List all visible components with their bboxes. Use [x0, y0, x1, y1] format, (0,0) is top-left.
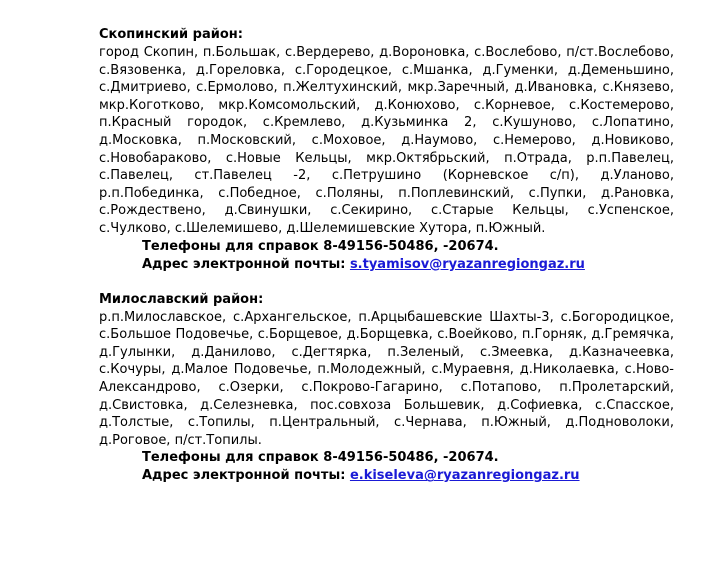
phone-line: Телефоны для справок 8-49156-50486, -20674. [142, 238, 499, 254]
email-line [99, 256, 674, 274]
email-link[interactable]: e.kiseleva@ryazanregiongaz.ru [349, 468, 580, 484]
email-line [99, 467, 674, 485]
email-link[interactable]: s.tyamisov@ryazanregiongaz.ru [349, 256, 585, 272]
district-section-skopinsky [99, 26, 674, 274]
document-page [99, 26, 674, 485]
district-title: Скопинский район: [99, 27, 243, 42]
email-label: Адрес электронной почты: [142, 256, 350, 272]
phone-line: Телефоны для справок 8-49156-50486, -20674. [142, 450, 499, 466]
settlement-list: город Скопин, п.Большак, с.Вердерево, д.Вороновка, с.Вослебово, п/ст.Вослебово, с.Вязовенка, д.Гореловка, с.Городецкое, с.Мшанка, д.Гуменки, д.Деменьшино, с.Дмитриево, с.Ермолово, п.Желтухинский, мкр.Заречный, д.Ивановка, с.Князево, мкр.Коготково, мкр.Комсомольский, д.Конюхово, с.Корневое, с.Костемерово, п.Красный городок, с.Кремлево, д.Кузьминка 2, с.Кушуново, с.Лопатино, д.Московка, п.Московский, с.Моховое, д.Наумово, с.Немерово, д.Новиково, с.Новобараково, с.Новые Кельцы, мкр.Октябрьский, п.Отрада, р.п.Павелец, с.Павелец, ст.Павелец -2, с.Петрушино (Корневское с/п), д.Уланово, р.п.Побединка, с.Победное, с.Поляны, п.Поплевинский, с.Пупки, д.Рановка, с.Рождествено, д.Свинушки, с.Секирино, с.Старые Кельцы, с.Успенское, с.Чулково, с.Шелемишево, д.Шелемишевские Хутора, п.Южный. [99, 45, 674, 236]
district-section-miloslavsky [99, 291, 674, 486]
settlement-list: р.п.Милославское, с.Архангельское, п.Арцыбашевские Шахты-3, с.Богородицкое, с.Большое Подовечье, с.Борщевое, д.Борщевка, с.Воейково, п.Горняк, д.Гремячка, д.Гулынки, д.Данилово, с.Дегтярка, п.Зеленый, с.Змеевка, д.Казначеевка, с.Кочуры, д.Малое Подовечье, п.Молодежный, с.Мураевня, д.Николаевка, с.Ново-Александрово, с.Озерки, с.Покрово-Гагарино, с.Потапово, п.Пролетарский, д.Свистовка, д.Селезневка, пос.совхоза Большевик, д.Софиевка, с.Спасское, д.Толстые, с.Топилы, п.Центральный, с.Чернава, п.Южный, д.Подноволоки, д.Роговое, п/ст.Топилы. [99, 309, 674, 448]
email-label: Адрес электронной почты: [142, 468, 350, 484]
district-title: Милославский район: [99, 291, 264, 307]
